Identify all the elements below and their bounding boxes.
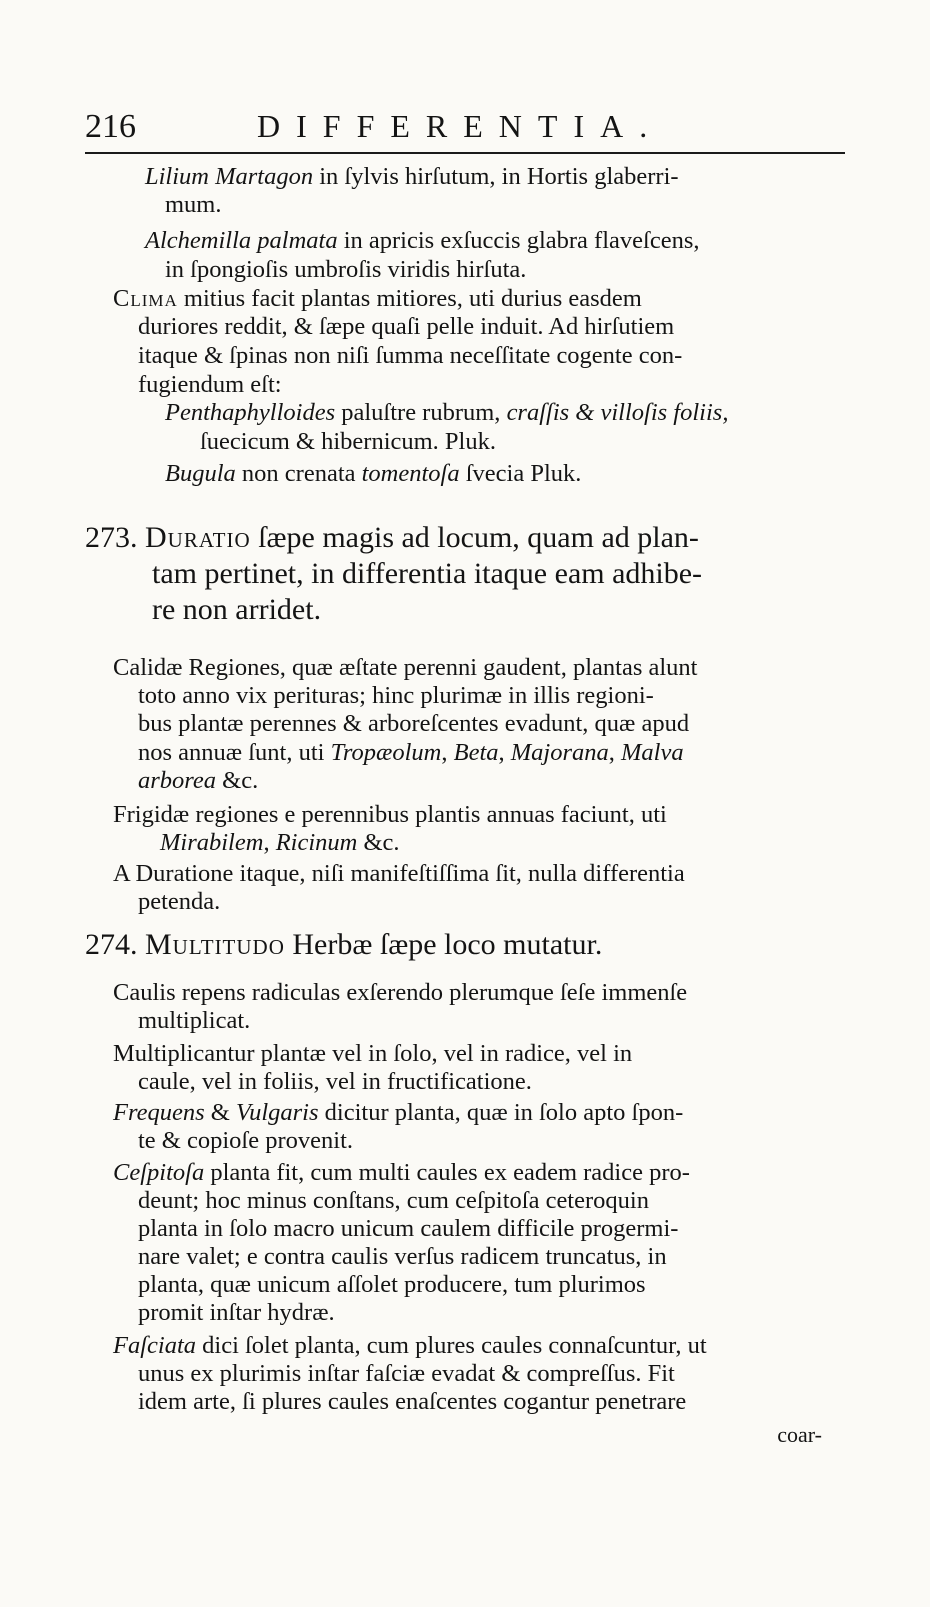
text-line: nare valet; e contra caulis verſus radicem truncatus, in [138,1243,667,1270]
text-line: planta, quæ unicum aſſolet producere, tum plurimos [138,1271,646,1298]
text-line: Mirabilem, Ricinum &c. [160,829,400,856]
text-line: itaque & ſpinas non niſi ſumma neceſſitate cogente con- [138,342,683,369]
text-line: Alchemilla palmata in apricis exſuccis glabra flaveſcens, [145,227,700,254]
text-line: multiplicat. [138,1007,251,1034]
text-line: Caulis repens radiculas exſerendo plerumque ſeſe immenſe [113,979,688,1006]
text-line: bus plantæ perennes & arboreſcentes evadunt, quæ apud [138,710,690,737]
catchword: coar- [777,1422,822,1447]
text-line: idem arte, ſi plures caules enaſcentes cogantur penetrare [138,1388,687,1415]
text-line: in ſpongioſis umbroſis viridis hirſuta. [165,256,527,283]
section-heading-274: 274. Multitudo Herbæ ſæpe loco mutatur. [85,928,603,961]
page-header [85,108,845,152]
header-rule [85,152,845,154]
text-line: caule, vel in foliis, vel in fructificatione. [138,1068,532,1095]
text-line: Frigidæ regiones e perennibus plantis annuas faciunt, uti [113,801,667,828]
text-line: fugiendum eſt: [138,371,282,398]
text-line: nos annuæ ſunt, uti Tropæolum, Beta, Majorana, Malva [138,739,684,766]
text-line: Lilium Martagon in ſylvis hirſutum, in Hortis glaberri- [145,163,679,190]
page-number: 216 [85,108,136,145]
text-line: promit inſtar hydræ. [138,1299,335,1326]
text-line: Penthaphylloides paluſtre rubrum, craſſis & villoſis foliis, [165,399,729,426]
text-line: planta in ſolo macro unicum caulem difficile progermi- [138,1215,679,1242]
text-line: arborea &c. [138,767,259,794]
text-line: toto anno vix perituras; hinc plurimæ in illis regioni- [138,682,654,709]
text-line: ſuecicum & hibernicum. Pluk. [200,428,496,455]
text-line: Frequens & Vulgaris dicitur planta, quæ in ſolo apto ſpon- [113,1099,684,1126]
text-line: deunt; hoc minus conſtans, cum ceſpitoſa ceteroquin [138,1187,649,1214]
text-line: Faſciata dici ſolet planta, cum plures caules connaſcuntur, ut [113,1332,707,1359]
text-line: Multiplicantur plantæ vel in ſolo, vel in radice, vel in [113,1040,633,1067]
text-line: A Duratione itaque, niſi manifeſtiſſima ſit, nulla differentia [113,860,685,887]
text-line: petenda. [138,888,221,915]
section-heading-273: 273. Duratio ſæpe magis ad locum, quam ad plan- [85,521,699,554]
text-line: unus ex plurimis inſtar faſciæ evadat & compreſſus. Fit [138,1360,675,1387]
text-line: re non arridet. [152,593,322,626]
text-line: Calidæ Regiones, quæ æſtate perenni gaudent, plantas alunt [113,654,698,681]
text-line: Bugula non crenata tomentoſa ſvecia Pluk. [165,460,582,487]
running-title: DIFFERENTIA. [257,108,664,144]
text-line: Ceſpitoſa planta fit, cum multi caules ex eadem radice pro- [113,1159,690,1186]
text-line: te & copioſe provenit. [138,1127,353,1154]
text-line: mum. [165,191,222,218]
text-line: tam pertinet, in differentia itaque eam adhibe- [152,557,703,590]
text-line: duriores reddit, & ſæpe quaſi pelle induit. Ad hirſutiem [138,313,675,340]
text-line: Clima mitius facit plantas mitiores, uti durius easdem [113,285,642,312]
